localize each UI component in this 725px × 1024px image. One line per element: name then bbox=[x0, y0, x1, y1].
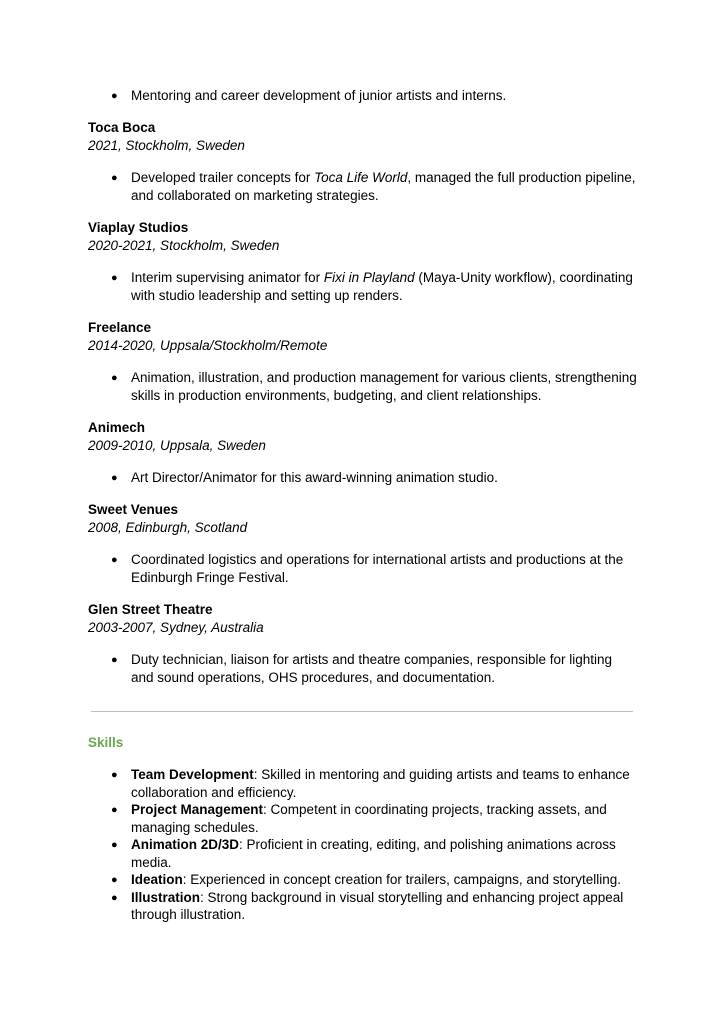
bullet-icon: ● bbox=[111, 172, 118, 184]
bullet-text: Animation, illustration, and production management for various clients, strengthening skills in production environments, budgeting, and client relationships. bbox=[131, 370, 637, 403]
bullet-icon: ● bbox=[111, 891, 118, 904]
list-item bbox=[0, 766, 725, 801]
job-entry-sweet-venues bbox=[0, 501, 725, 587]
job-meta: 2008, Edinburgh, Scotland bbox=[88, 520, 248, 535]
previous-job-bullets bbox=[0, 87, 725, 105]
job-entry-toca-boca bbox=[0, 119, 725, 205]
bullet-text-title: Toca Life World bbox=[314, 170, 408, 185]
skill-text: : Experienced in concept creation for trailers, campaigns, and storytelling. bbox=[182, 872, 621, 887]
skills-list bbox=[0, 766, 725, 924]
job-company: Toca Boca bbox=[88, 120, 156, 135]
bullet-text: Art Director/Animator for this award-winning animation studio. bbox=[131, 470, 498, 485]
skill-label: Ideation bbox=[131, 872, 183, 887]
skill-label: Animation 2D/3D bbox=[131, 837, 240, 852]
bullet-text: Coordinated logistics and operations for international artists and productions at the Edinburgh Fringe Festival. bbox=[131, 552, 624, 585]
bullet-icon: ● bbox=[111, 874, 118, 886]
bullet-icon: ● bbox=[111, 769, 118, 781]
job-company: Sweet Venues bbox=[88, 502, 179, 517]
skill-text: : Competent in coordinating projects, tracking assets, and managing schedules. bbox=[131, 802, 607, 835]
job-company: Glen Street Theatre bbox=[88, 602, 213, 617]
bullet-text-post: (Maya-Unity workflow), coordinating with studio leadership and setting up renders. bbox=[131, 270, 633, 303]
job-meta: 2009-2010, Uppsala, Sweden bbox=[88, 438, 266, 453]
list-item bbox=[0, 871, 725, 889]
job-meta: 2014-2020, Uppsala/Stockholm/Remote bbox=[88, 338, 328, 353]
job-company: Freelance bbox=[88, 320, 152, 335]
bullet-icon: ● bbox=[111, 272, 118, 284]
list-item bbox=[0, 169, 725, 205]
bullet-text: Duty technician, liaison for artists and theatre companies, responsible for lighting and sound operations, OHS procedures, and documentation. bbox=[131, 652, 613, 685]
bullet-text-title: Fixi in Playland bbox=[323, 270, 415, 285]
job-entry-animech bbox=[0, 419, 725, 487]
skill-label: Team Development bbox=[131, 767, 254, 782]
bullet-text-pre: Interim supervising animator for bbox=[131, 270, 324, 285]
list-item bbox=[0, 369, 725, 405]
job-company: Viaplay Studios bbox=[88, 220, 189, 235]
skills-heading: Skills bbox=[88, 735, 124, 750]
list-item bbox=[0, 87, 725, 105]
bullet-text-post: , managed the full production pipeline, and collaborated on marketing strategies. bbox=[131, 170, 636, 203]
bullet-icon: ● bbox=[111, 554, 118, 566]
job-company: Animech bbox=[88, 420, 146, 435]
list-item bbox=[0, 651, 725, 687]
bullet-icon: ● bbox=[111, 654, 118, 666]
job-entry-viaplay-studios bbox=[0, 219, 725, 305]
job-meta: 2020-2021, Stockholm, Sweden bbox=[88, 238, 280, 253]
bullet-icon: ● bbox=[111, 839, 118, 851]
job-meta: 2003-2007, Sydney, Australia bbox=[88, 620, 264, 635]
skill-text: : Strong background in visual storytelling and enhancing project appeal through illustration. bbox=[131, 889, 624, 922]
section-divider bbox=[91, 711, 633, 712]
bullet-icon: ● bbox=[111, 90, 118, 102]
list-item bbox=[0, 801, 725, 836]
job-entry-glen-street-theatre bbox=[0, 601, 725, 687]
skill-text: : Skilled in mentoring and guiding artists and teams to enhance collaboration and efficiency. bbox=[131, 767, 630, 800]
skill-label: Illustration bbox=[131, 889, 201, 905]
bullet-icon: ● bbox=[111, 372, 118, 384]
bullet-text-pre: Developed trailer concepts for bbox=[131, 170, 315, 185]
bullet-text: Mentoring and career development of junior artists and interns. bbox=[131, 88, 507, 103]
bullet-icon: ● bbox=[111, 472, 118, 484]
skill-label: Project Management bbox=[131, 802, 264, 817]
list-item bbox=[0, 269, 725, 305]
job-meta: 2021, Stockholm, Sweden bbox=[88, 138, 245, 153]
list-item bbox=[0, 551, 725, 587]
list-item bbox=[0, 836, 725, 871]
skill-text: : Proficient in creating, editing, and polishing animations across media. bbox=[131, 837, 616, 870]
list-item bbox=[0, 889, 725, 924]
bullet-icon: ● bbox=[111, 804, 118, 816]
job-entry-freelance bbox=[0, 319, 725, 405]
list-item bbox=[0, 469, 725, 487]
